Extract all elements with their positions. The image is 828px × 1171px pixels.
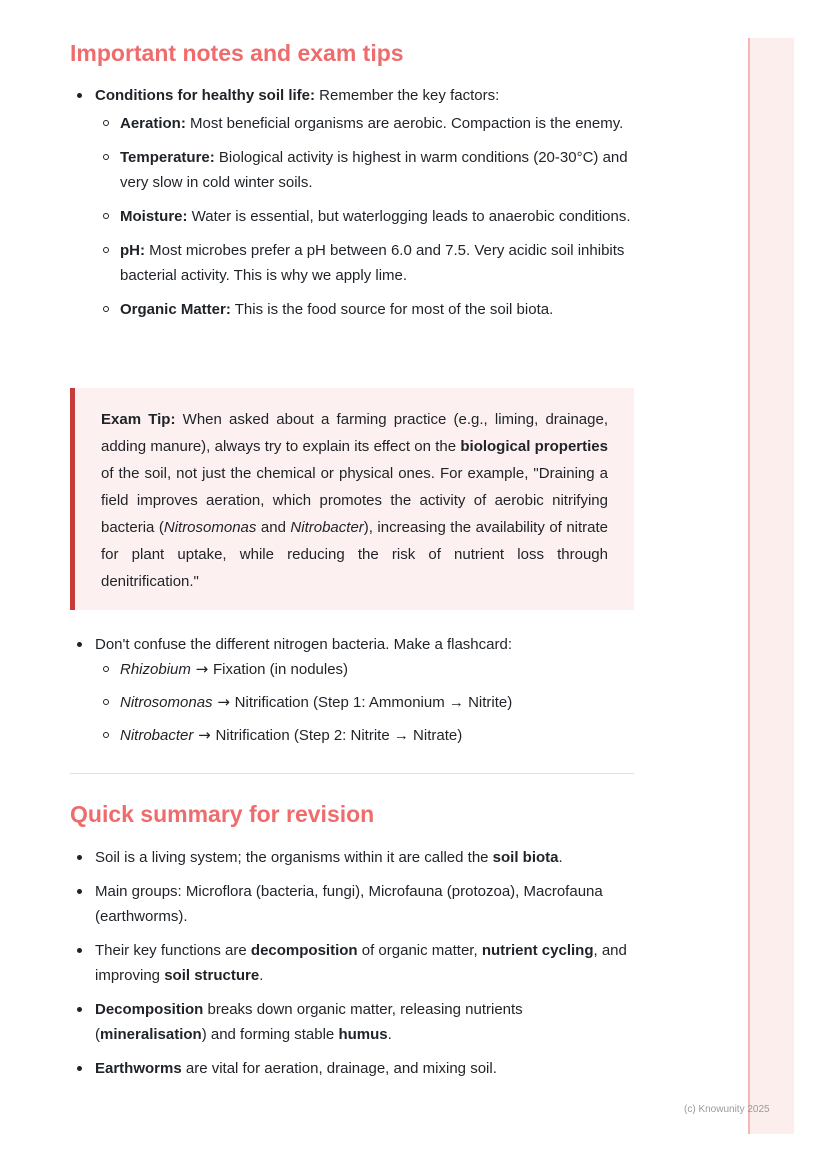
summary-text: . bbox=[558, 849, 563, 866]
conditions-sublist bbox=[95, 111, 634, 322]
summary-text: Soil is a living system; the organisms within it are called the bbox=[95, 849, 493, 866]
summary-bold: humus bbox=[338, 1026, 388, 1043]
list-item bbox=[70, 879, 634, 929]
summary-text: are vital for aeration, drainage, and mixing soil. bbox=[181, 1060, 497, 1077]
bacteria-list bbox=[70, 632, 634, 748]
bacteria-lead: Don't confuse the different nitrogen bacteria. Make a flashcard: bbox=[95, 636, 512, 653]
term-aeration: Aeration: bbox=[120, 115, 186, 132]
tip-italic-1: Nitrosomonas bbox=[163, 519, 257, 536]
arrow-icon: → bbox=[212, 693, 235, 711]
arrow-icon: → bbox=[190, 660, 213, 678]
section-title-summary: Quick summary for revision bbox=[70, 801, 375, 827]
summary-text: . bbox=[387, 1026, 392, 1043]
bacteria-sublist bbox=[95, 657, 634, 748]
summary-bold: soil structure bbox=[164, 967, 260, 984]
list-item bbox=[95, 204, 634, 229]
list-item bbox=[95, 297, 634, 322]
list-item bbox=[95, 723, 634, 748]
summary-bold: Earthworms bbox=[95, 1060, 182, 1077]
summary-bold: Decomposition bbox=[95, 1001, 204, 1018]
tip-text-3: and bbox=[256, 519, 291, 536]
term-moisture: Moisture: bbox=[120, 208, 188, 225]
list-item bbox=[70, 845, 634, 870]
term-organic-matter: Organic Matter: bbox=[120, 301, 231, 318]
summary-text: Their key functions are bbox=[95, 942, 251, 959]
conditions-rest: Remember the key factors: bbox=[315, 87, 500, 104]
conditions-lead: Conditions for healthy soil life: bbox=[95, 87, 316, 104]
conditions-list bbox=[70, 83, 634, 322]
term-temperature: Temperature: bbox=[120, 149, 215, 166]
tip-bold-1: biological properties bbox=[460, 438, 608, 455]
text-temperature: Biological activity is highest in warm conditions (20-30°C) and very slow in cold winter soils. bbox=[120, 149, 628, 191]
exam-tip-callout bbox=[70, 388, 634, 610]
summary-text: of organic matter, bbox=[357, 942, 482, 959]
bacteria-role: Fixation (in nodules) bbox=[212, 661, 349, 678]
tip-text-1: When asked about a farming practice (e.g., liming, drainage, adding manure), always try to explain its effect on the bbox=[101, 411, 608, 455]
summary-bold: nutrient cycling bbox=[481, 942, 594, 959]
summary-text: breaks down organic matter, releasing nutrients ( bbox=[95, 1001, 523, 1043]
list-item bbox=[95, 690, 634, 715]
list-item bbox=[70, 632, 634, 748]
bacteria-role: Nitrification (Step 2: Nitrite → Nitrate) bbox=[215, 727, 463, 744]
list-item bbox=[70, 997, 634, 1047]
summary-text: Main groups: Microflora (bacteria, fungi), Microfauna (protozoa), Macrofauna (earthworms). bbox=[95, 883, 603, 925]
side-margin-strip bbox=[748, 38, 794, 1134]
list-item bbox=[70, 1056, 634, 1081]
bacteria-name: Rhizobium bbox=[120, 661, 191, 678]
tip-text-2: of the soil, not just the chemical or physical ones. For example, "Draining a field improves aeration, which promotes the activity of aerobic nitrifying bacteria ( bbox=[101, 465, 608, 536]
bacteria-name: Nitrosomonas bbox=[120, 694, 213, 711]
summary-text: . bbox=[259, 967, 264, 984]
summary-bold: mineralisation bbox=[100, 1026, 202, 1043]
bacteria-name: Nitrobacter bbox=[120, 727, 194, 744]
summary-bold: soil biota bbox=[492, 849, 559, 866]
section-divider bbox=[70, 773, 634, 774]
summary-list bbox=[70, 845, 634, 1081]
bacteria-role: Nitrification (Step 1: Ammonium → Nitrite) bbox=[234, 694, 513, 711]
summary-text: ) and forming stable bbox=[201, 1026, 339, 1043]
term-ph: pH: bbox=[120, 242, 145, 259]
text-organic-matter: This is the food source for most of the soil biota. bbox=[230, 301, 554, 318]
list-item bbox=[70, 83, 634, 322]
text-moisture: Water is essential, but waterlogging leads to anaerobic conditions. bbox=[187, 208, 631, 225]
arrow-icon: → bbox=[193, 726, 216, 744]
exam-tip-text bbox=[101, 406, 608, 595]
exam-tip-label: Exam Tip: bbox=[101, 411, 176, 428]
summary-bold: decomposition bbox=[250, 942, 358, 959]
tip-text-4: ), increasing the availability of nitrate for plant uptake, while reducing the risk of nutrient loss through denitrification." bbox=[101, 519, 609, 590]
section-title-notes: Important notes and exam tips bbox=[70, 40, 404, 66]
list-item bbox=[95, 657, 634, 682]
list-item bbox=[95, 111, 634, 136]
list-item bbox=[95, 238, 634, 288]
text-aeration: Most beneficial organisms are aerobic. Compaction is the enemy. bbox=[185, 115, 624, 132]
tip-italic-2: Nitrobacter bbox=[290, 519, 364, 536]
list-item bbox=[70, 938, 634, 988]
text-ph: Most microbes prefer a pH between 6.0 and 7.5. Very acidic soil inhibits bacterial activity. This is why we apply lime. bbox=[120, 242, 625, 284]
list-item bbox=[95, 145, 634, 195]
summary-text: , and improving bbox=[95, 942, 627, 984]
footer-copyright: (c) Knowunity 2025 bbox=[684, 1104, 770, 1115]
